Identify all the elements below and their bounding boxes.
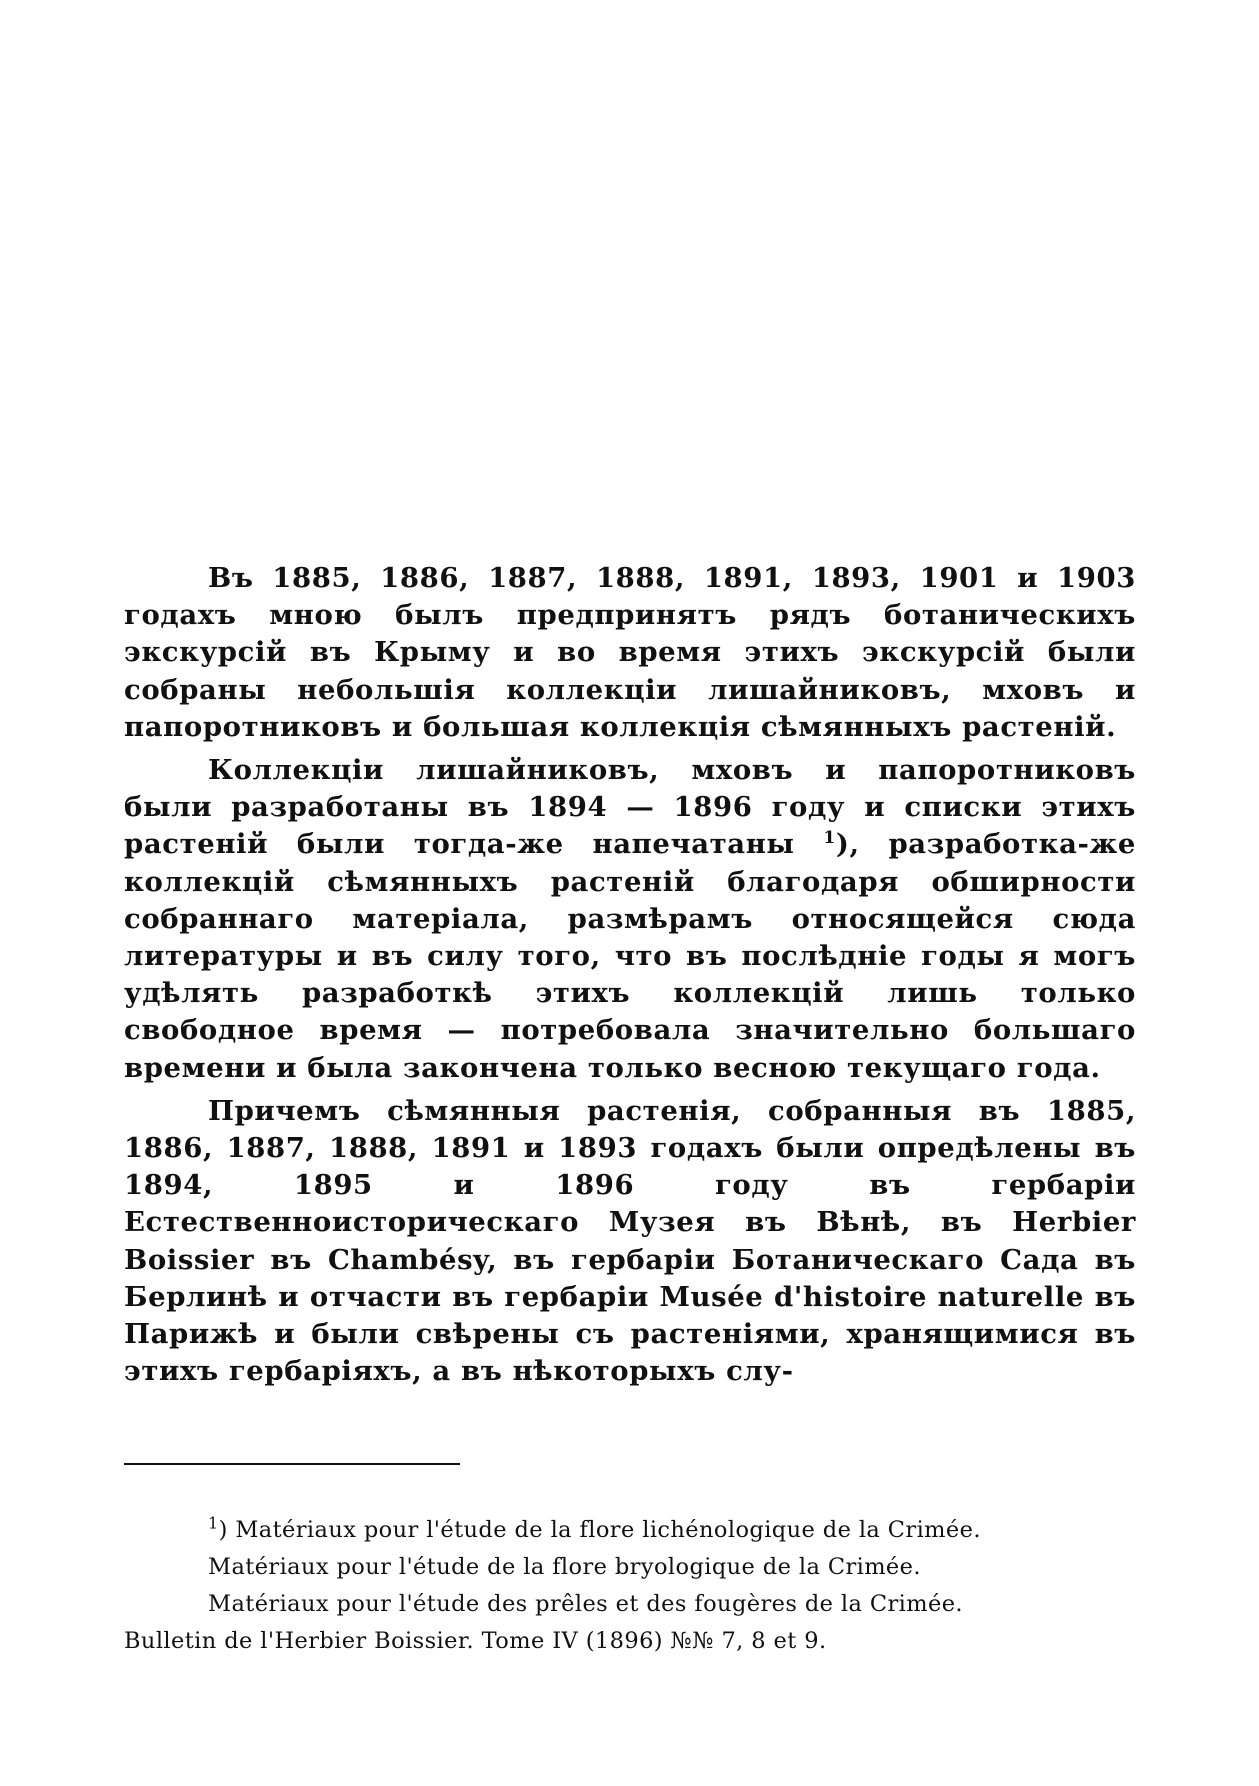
main-text [124,560,1136,1396]
footnote-text-1: Matériaux pour l'étude de la flore lichénologique de la Crimée. [235,1517,981,1543]
paragraph-2 [124,752,1136,1087]
footnote-divider [124,1463,460,1465]
footnote-line-3: Matériaux pour l'étude des prêles et des fougères de la Crimée. [208,1591,963,1617]
footnote-line-2: Matériaux pour l'étude de la flore bryologique de la Crimée. [208,1554,921,1580]
paragraph-2-text-before: Коллекціи лишайниковъ, мховъ и папоротниковъ были разработаны въ 1894 — 1896 году и списки этихъ растеній были тогда-же напечатаны [124,754,1136,861]
footnote-mark-close: ) [218,1517,228,1543]
paragraph-1: Въ 1885, 1886, 1887, 1888, 1891, 1893, 1901 и 1903 годахъ мною былъ предпринятъ рядъ ботаническихъ экскурсій въ Крыму и во время этихъ экскурсій были собраны небольшія коллекціи лишайниковъ, мховъ и папоротниковъ и большая коллекція сѣмянныхъ растеній. [124,562,1136,743]
footnote-reference[interactable]: 1 [823,828,836,849]
footnote-line-1 [124,1512,1136,1549]
footnote-mark: 1 [208,1513,219,1533]
paragraph-3: Причемъ сѣмянныя растенія, собранныя въ 1885, 1886, 1887, 1888, 1891 и 1893 годахъ были опредѣлены въ 1894, 1895 и 1896 году въ гербаріи Естественноисторическаго Музея въ Вѣнѣ, въ Herbier Boissier въ Chambésy, въ гербаріи Ботаническаго Сада въ Берлинѣ и отчасти въ гербаріи Musée d'histoire naturelle въ Парижѣ и были свѣрены съ растеніями, хранящимися въ этихъ гербаріяхъ, а въ нѣкоторыхъ слу- [124,1094,1136,1388]
footnote-line-4: Bulletin de l'Herbier Boissier. Tome IV (1896) №№ 7, 8 et 9. [124,1628,827,1654]
paragraph-2-text-after: ), разработка-же коллекцій сѣмянныхъ растеній благодаря обширности собраннаго матеріала, размѣрамъ относящейся сюда литературы и въ силу того, что въ послѣдніе годы я могъ удѣлять разработкѣ этихъ коллекцій лишь только свободное время — потребовала значительно большаго времени и была закончена только весною текущаго года. [124,828,1136,1084]
footnotes [124,1512,1136,1660]
